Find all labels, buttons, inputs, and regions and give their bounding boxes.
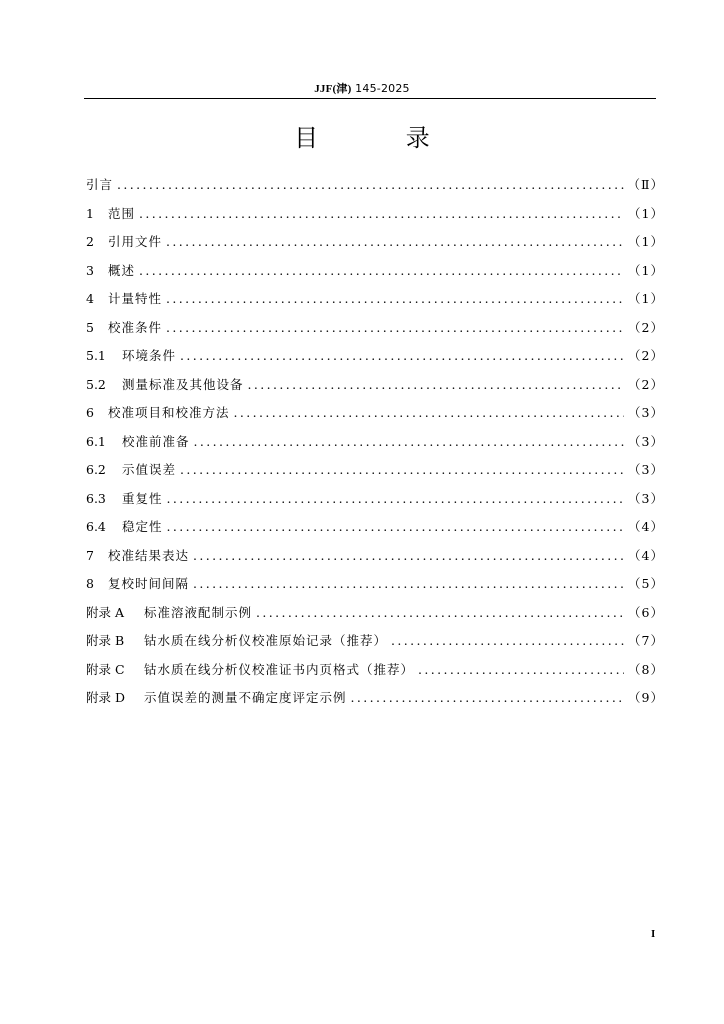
toc-entry-page: （1） [628,205,664,221]
toc-entry-number: 4 [86,291,94,306]
toc-entry[interactable] [86,289,664,318]
toc-leader-dots [167,519,625,534]
toc-entry[interactable] [86,489,664,518]
toc-leader-dots [234,405,625,420]
toc-entry-number: 6.2 [86,462,106,477]
toc-entry-page: （5） [628,576,664,591]
toc-leader-dots [391,633,624,648]
toc-entry[interactable] [86,631,664,660]
toc-entry[interactable] [86,460,664,489]
toc-entry-label: 校准项目和校准方法 [108,405,230,420]
toc-entry-number: 附录 B [86,633,125,648]
toc-entry-page: （4） [628,519,664,534]
toc-leader-dots [166,291,624,306]
toc-entry-number: 2 [86,234,94,249]
toc-entry-label: 概述 [108,262,136,278]
toc-entry-page: （1） [628,262,664,278]
toc-entry-page: （8） [628,661,664,677]
toc-entry-label: 校准结果表达 [108,547,190,563]
toc-entry[interactable] [86,517,664,546]
toc-entry-label: 计量特性 [108,291,163,306]
toc-entry-page: （1） [628,291,664,306]
toc-entry[interactable] [86,175,664,204]
toc-entry-label: 稳定性 [122,519,163,534]
toc-entry[interactable] [86,204,664,233]
toc-entry-label: 引用文件 [108,234,163,249]
toc-leader-dots [418,662,624,677]
toc-entry[interactable] [86,232,664,261]
toc-leader-dots [193,576,624,591]
toc-entry[interactable] [86,261,664,290]
toc-entry-page: （6） [628,604,664,620]
toc-entry-number: 附录 A [86,604,125,620]
toc-entry[interactable] [86,318,664,347]
toc-leader-dots [167,491,625,506]
toc-entry[interactable] [86,688,664,717]
toc-entry-page: （4） [628,547,664,563]
toc-entry-page: （1） [628,234,664,249]
toc-entry-label: 示值误差的测量不确定度评定示例 [144,690,347,705]
toc-entry-label: 钴水质在线分析仪校准原始记录（推荐） [144,633,388,648]
toc-entry-label: 复校时间间隔 [108,576,190,591]
toc-entry[interactable] [86,432,664,461]
toc-entry-number: 5.1 [86,348,106,363]
toc-entry-page: （2） [628,348,664,363]
toc-leader-dots [351,690,625,705]
toc-leader-dots [180,348,624,363]
toc-entry-number: 8 [86,576,94,591]
toc-leader-dots [180,462,624,477]
toc-entry-number: 1 [86,205,94,221]
toc-entry-number: 6.1 [86,433,106,449]
toc-leader-dots [193,548,624,563]
toc-entry-number: 3 [86,262,94,278]
toc-entry-page: （9） [628,690,664,705]
toc-entry-page: （3） [628,490,664,506]
page-title: 目 录 [294,124,470,152]
toc-entry-number: 6.3 [86,490,106,506]
toc-entry-label: 环境条件 [122,348,177,363]
toc-entry[interactable] [86,660,664,689]
toc-entry-number: 7 [86,547,94,563]
toc-entry-label: 测量标准及其他设备 [122,376,244,392]
toc-leader-dots [139,263,624,278]
toc-entry-label: 重复性 [122,490,163,506]
toc-entry[interactable] [86,574,664,603]
toc-entry-label: 引言 [86,177,114,192]
toc-entry[interactable] [86,346,664,375]
toc-entry-label: 校准条件 [108,319,163,335]
toc-entry-label: 校准前准备 [122,433,190,449]
toc-entry-page: （3） [628,462,664,477]
toc-entry-number: 6.4 [86,519,106,534]
toc-leader-dots [166,320,624,335]
toc-entry-page: （Ⅱ） [627,177,664,192]
toc-entry-page: （2） [628,376,664,392]
header-rule [84,98,656,99]
toc-entry-number: 附录 D [86,690,125,705]
toc-entry[interactable] [86,375,664,404]
toc-leader-dots [166,234,624,249]
document-code-prefix: JJF(津) [314,83,352,95]
document-code [0,80,724,96]
toc-entry-label: 示值误差 [122,462,177,477]
table-of-contents [86,175,664,717]
toc-entry[interactable] [86,546,664,575]
toc-entry[interactable] [86,403,664,432]
toc-entry-number: 5 [86,319,94,335]
toc-entry[interactable] [86,603,664,632]
toc-entry-page: （2） [628,319,664,335]
toc-leader-dots [139,206,624,221]
toc-entry-label: 范围 [108,205,136,221]
page-number: I [651,928,656,940]
toc-entry-number: 5.2 [86,376,106,392]
toc-leader-dots [194,434,625,449]
toc-leader-dots [248,377,625,392]
toc-entry-label: 钴水质在线分析仪校准证书内页格式（推荐） [144,661,415,677]
toc-entry-page: （3） [628,405,664,420]
toc-entry-page: （3） [628,433,664,449]
toc-entry-number: 6 [86,405,94,420]
toc-entry-label: 标准溶液配制示例 [144,604,253,620]
toc-leader-dots [117,177,623,192]
toc-entry-page: （7） [628,633,664,648]
document-code-number: 145-2025 [351,82,410,95]
toc-entry-number: 附录 C [86,661,125,677]
toc-leader-dots [256,605,624,620]
